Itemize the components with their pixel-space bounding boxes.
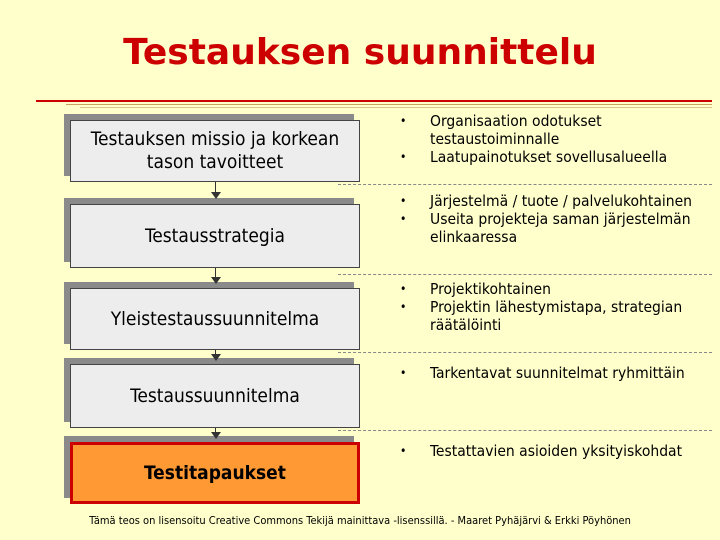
bullet-dot-icon: • (400, 300, 407, 314)
arrow-down-icon-2 (211, 277, 221, 284)
title-underline-secondary (66, 104, 712, 105)
bullet-item: • Useita projekteja saman järjestelmän elinkaaressa (400, 210, 691, 246)
page-title: Testauksen suunnittelu (123, 32, 597, 73)
arrow-down-icon-3 (211, 354, 221, 361)
title-underline-tertiary (80, 107, 712, 108)
bullet-item: • Järjestelmä / tuote / palvelukohtainen (400, 192, 693, 210)
bullet-item: • Laatupainotukset sovellusalueella (400, 148, 668, 166)
row-separator-3 (338, 352, 712, 353)
bullets-test-cases (400, 442, 712, 460)
bullet-item: • Testattavien asioiden yksityiskohdat (400, 442, 683, 460)
row-separator-2 (338, 274, 712, 275)
row-separator-4 (338, 430, 712, 431)
box-general-test-plan (70, 288, 360, 350)
box-general-test-plan-label: Yleistestaussuunnitelma (110, 307, 320, 330)
bullet-dot-icon: • (400, 444, 407, 458)
bullet-dot-icon: • (400, 150, 407, 164)
bullet-item: • Projektin lähestymistapa, strategian räätälöinti (400, 298, 683, 334)
bullet-dot-icon: • (400, 366, 407, 380)
bullet-dot-icon: • (400, 282, 407, 296)
bullet-item: • Projektikohtainen (400, 280, 551, 298)
row-separator-1 (338, 184, 712, 185)
bullet-item: • Tarkentavat suunnitelmat ryhmittäin (400, 364, 685, 382)
arrow-down-icon-4 (211, 432, 221, 439)
bullets-mission (400, 112, 712, 166)
box-strategy (70, 204, 360, 268)
bullet-dot-icon: • (400, 194, 407, 208)
box-test-cases-label: Testitapaukset (144, 461, 286, 484)
bullets-general-test-plan (400, 280, 712, 334)
bullets-strategy (400, 192, 712, 246)
box-test-plan-label: Testaussuunnitelma (130, 384, 300, 407)
box-mission-label: Testauksen missio ja korkean tason tavoitteet (90, 128, 340, 173)
bullet-dot-icon: • (400, 212, 407, 226)
footer-license: Tämä teos on lisensoitu Creative Commons Tekijä mainittava -lisenssillä. - Maaret Pyhäjärvi & Erkki Pöyhönen (89, 514, 631, 527)
box-test-plan (70, 364, 360, 428)
bullet-dot-icon: • (400, 114, 407, 128)
bullet-item: • Organisaation odotukset testaustoiminnalle (400, 112, 602, 148)
title-underline (36, 100, 712, 102)
box-mission (70, 120, 360, 182)
box-test-cases (70, 442, 360, 504)
arrow-down-icon-1 (211, 192, 221, 199)
bullets-test-plan (400, 364, 712, 382)
box-strategy-label: Testausstrategia (145, 224, 285, 247)
